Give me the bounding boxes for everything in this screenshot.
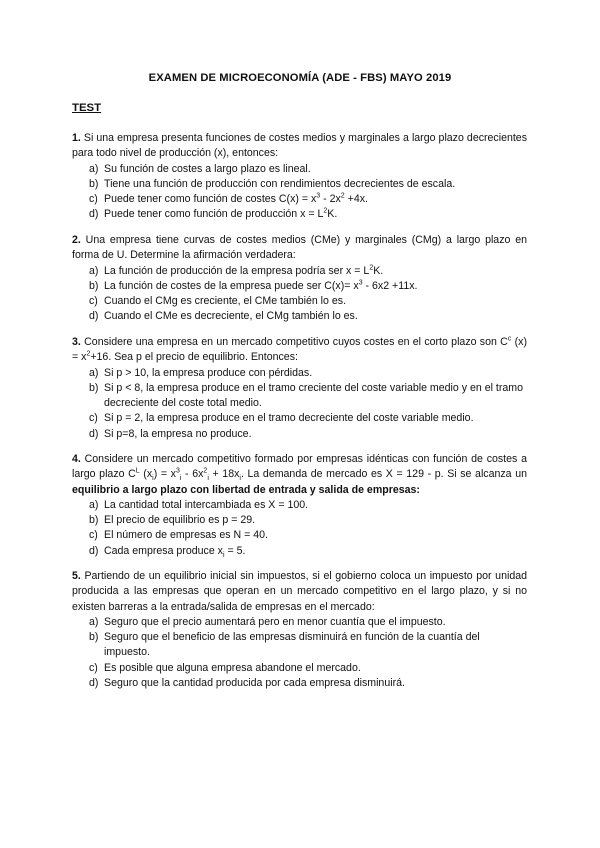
option-d: d) Puede tener como función de producción $x = L^2K$. [89, 207, 338, 221]
option-d: d) Cuando el CMe es decreciente, el CMg también lo es. [89, 310, 358, 323]
option-b: b) La función de costes de la empresa puede ser $C(x)= x^3 - 6x2 +11x$. [89, 279, 418, 292]
option-c: c) Es posible que alguna empresa abandone el mercado. [89, 661, 361, 674]
option-c: c) El número de empresas es N = 40. [89, 529, 268, 542]
question-stem: 3. Considere una empresa en un mercado competitivo cuyos costes en el corto plazo son $C^c$ $(x) = x^2+16$. Sea p el precio de equilibrio. Entonces: [72, 335, 527, 364]
option-b: b) Seguro que el beneficio de las empresas disminuirá en función de la cuantía del impuesto. [89, 631, 480, 659]
option-a: a) Seguro que el precio aumentará pero en menor cuantía que el impuesto. [89, 615, 446, 628]
option-b: b) Si p < 8, la empresa produce en el tramo creciente del coste variable medio y en el tramo decreciente del coste total medio. [89, 381, 523, 410]
option-b: b) Tiene una función de producción con rendimientos decrecientes de escala. [89, 177, 456, 190]
question-number: 3. [72, 336, 81, 348]
option-d: d) Cada empresa produce $x_i = 5$. [89, 544, 246, 559]
option-a: a) La función de producción de la empresa podría ser $x = L^2K$. [89, 264, 384, 277]
question-stem: 5. Partiendo de un equilibrio inicial sin impuestos, si el gobierno coloca un impuesto por unidad producida a las empresas que operan en un mercado competitivo en el largo plazo, y si no existen barreras a la entrada/salida de empresas en el mercado: [72, 570, 527, 613]
question-number: 4. [72, 453, 81, 465]
question-3 [72, 335, 527, 442]
question-5 [72, 569, 527, 691]
question-stem: 2. Una empresa tiene curvas de costes medios (CMe) y marginales (CMg) a largo plazo en forma de U. Determine la afirmación verdadera: [72, 234, 527, 262]
question-2 [72, 233, 527, 325]
question-number: 1. [72, 132, 81, 144]
question-number: 2. [72, 234, 81, 246]
question-1 [72, 131, 527, 223]
option-a: a) Si p > 10, la empresa produce con pérdidas. [89, 366, 313, 379]
option-c: c) Cuando el CMg es creciente, el CMe también lo es. [89, 295, 347, 308]
question-stem: 1. Si una empresa presenta funciones de costes medios y marginales a largo plazo decrecientes para todo nivel de producción (x), entonces: [72, 132, 527, 160]
option-b: b) El precio de equilibrio es p = 29. [89, 514, 256, 527]
exam-title: EXAMEN DE MICROECONOMÍA (ADE - FBS) MAYO 2019 [148, 72, 452, 84]
option-c: c) Si p = 2, la empresa produce en el tramo decreciente del coste variable medio. [89, 412, 474, 425]
question-stem: 4. Considere un mercado competitivo formado por empresas idénticas con función de costes a largo plazo $C^L$ $(x_i) = x^3_i - 6x^2_i + 18x_i$. La demanda de mercado es X = 129 - p. Si se alcanza un equilibrio a largo plazo con libertad de entrada y salida de empresas: [72, 453, 527, 496]
option-a: a) Su función de costes a largo plazo es lineal. [89, 162, 311, 175]
option-c: c) Puede tener como función de costes $C(x) = x^3 - 2x^2 +4x$. [89, 192, 368, 206]
question-4 [72, 452, 527, 559]
option-a: a) La cantidad total intercambiada es X = 100. [89, 498, 309, 511]
option-d: d) Seguro que la cantidad producida por cada empresa disminuirá. [89, 677, 405, 690]
section-heading: TEST [72, 102, 102, 114]
question-number: 5. [72, 570, 81, 582]
option-d: d) Si p=8, la empresa no produce. [89, 427, 252, 440]
